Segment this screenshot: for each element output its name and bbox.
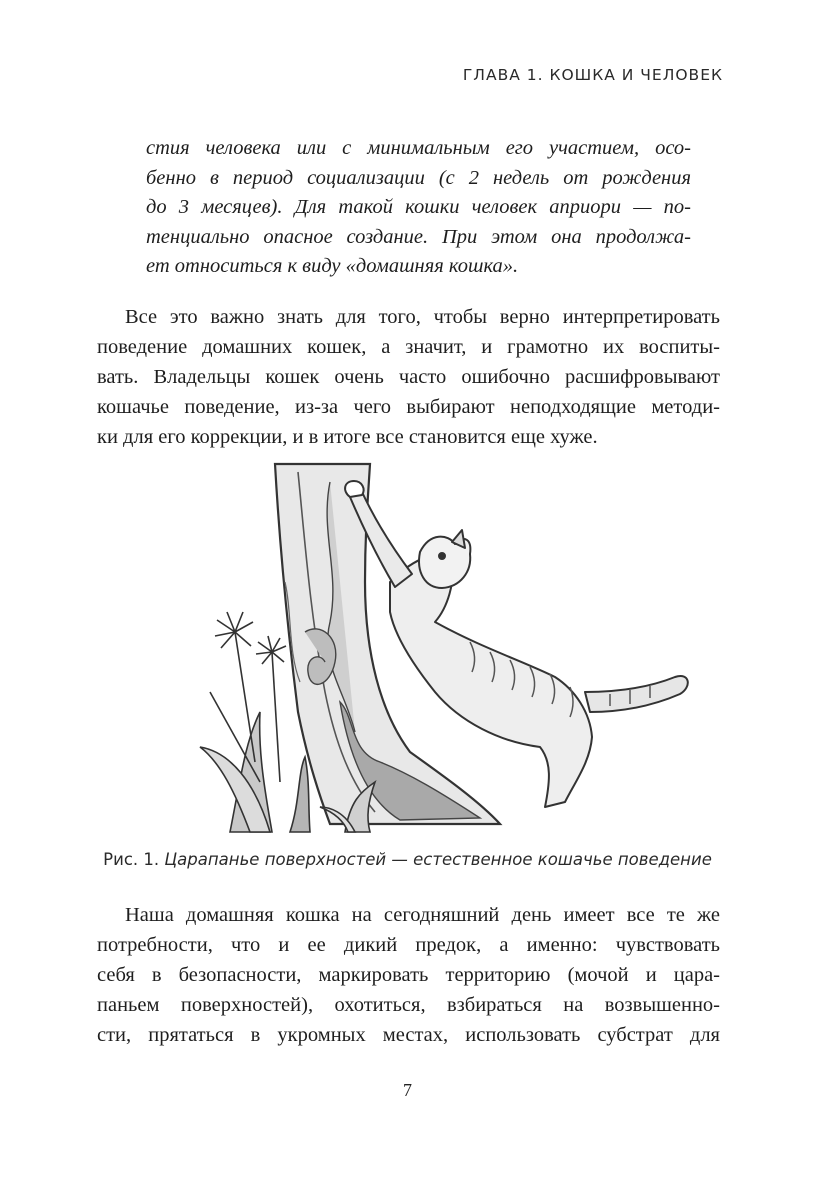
figure-caption-text: Царапанье поверхностей — естественное кошачье поведение — [164, 850, 712, 869]
running-head: ГЛАВА 1. КОШКА И ЧЕЛОВЕК — [462, 66, 723, 84]
paragraph-line: вать. Владельцы кошек очень часто ошибочно расшифровывают — [97, 366, 720, 388]
paragraph-1 — [97, 302, 720, 452]
quote-line: ет относиться к виду «домашняя кошка». — [146, 255, 519, 277]
cat-scratching-tree-illustration — [180, 462, 700, 842]
paragraph-line: ки для его коррекции, и в итоге все становится еще хуже. — [97, 426, 598, 448]
paragraph-line: кошачье поведение, из-за чего выбирают неподходящие методи- — [97, 396, 720, 418]
quote-line: до 3 месяцев). Для такой кошки человек априори — по- — [146, 196, 691, 218]
quote-block — [146, 134, 691, 282]
figure-caption-number: Рис. 1. — [103, 850, 160, 869]
paragraph-line: поведение домашних кошек, а значит, и грамотно их воспиты- — [97, 336, 720, 358]
paragraph-2 — [97, 900, 720, 1050]
paragraph-line: себя в безопасности, маркировать территорию (мочой и цара- — [97, 964, 720, 986]
page-number: 7 — [403, 1080, 412, 1100]
quote-line: стия человека или с минимальным его участием, осо- — [146, 137, 691, 159]
paragraph-line: Наша домашняя кошка на сегодняшний день имеет все те же — [125, 904, 720, 926]
paragraph-line: Все это важно знать для того, чтобы верно интерпретировать — [125, 306, 720, 328]
quote-line: тенциально опасное создание. При этом она продолжа- — [146, 225, 691, 248]
paragraph-line: потребности, что и ее дикий предок, а именно: чувствовать — [97, 934, 720, 956]
figure-caption — [0, 850, 815, 869]
paragraph-line: сти, прятаться в укромных местах, использовать субстрат для — [97, 1024, 720, 1046]
paragraph-line: паньем поверхностей), охотиться, взбираться на возвышенно- — [97, 994, 720, 1016]
quote-line: бенно в период социализации (с 2 недель от рождения — [146, 166, 691, 189]
